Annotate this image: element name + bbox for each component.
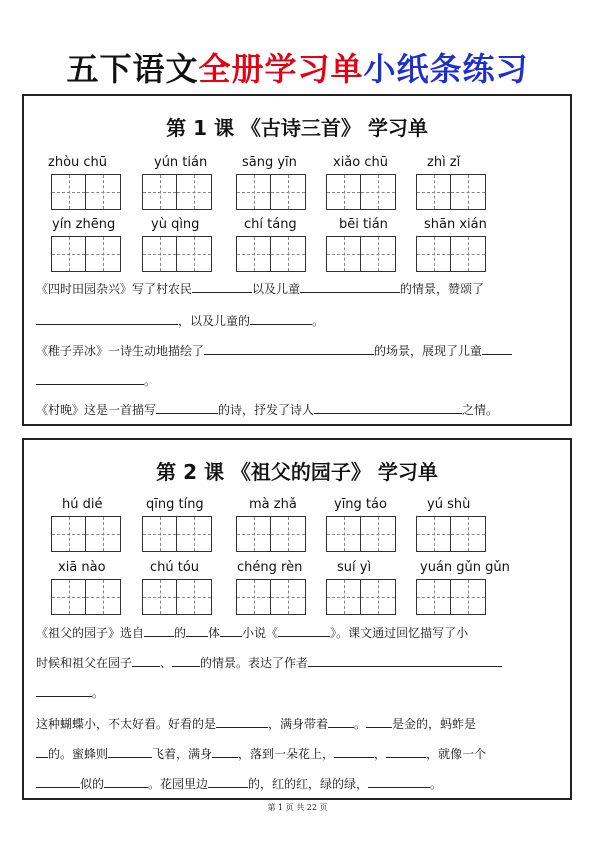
answer-blank[interactable] bbox=[216, 716, 268, 728]
question-text: ，落到一朵花上， bbox=[238, 747, 335, 761]
question-text: 时候和祖父在园子 bbox=[36, 656, 133, 670]
answer-blank[interactable] bbox=[172, 655, 200, 667]
answer-blank[interactable] bbox=[192, 281, 252, 293]
writing-grid[interactable] bbox=[236, 174, 306, 210]
answer-blank[interactable] bbox=[300, 281, 400, 293]
question-text: 的，红的红，绿的绿， bbox=[248, 777, 369, 791]
lesson-2-heading: 第 2 课 《祖父的园子》 学习单 bbox=[156, 460, 438, 484]
answer-blank[interactable] bbox=[156, 402, 218, 414]
pinyin-label: yuán gǔn gǔn bbox=[420, 560, 510, 575]
question-text: 小说《 bbox=[242, 626, 279, 640]
writing-grid[interactable] bbox=[142, 579, 212, 615]
pinyin-label: yīng táo bbox=[334, 497, 387, 512]
writing-grid[interactable] bbox=[236, 516, 306, 552]
writing-grid[interactable] bbox=[142, 516, 212, 552]
answer-blank[interactable] bbox=[132, 655, 160, 667]
answer-blank[interactable] bbox=[108, 746, 152, 758]
writing-grid[interactable] bbox=[326, 516, 396, 552]
answer-blank[interactable] bbox=[104, 776, 148, 788]
answer-blank[interactable] bbox=[186, 625, 208, 637]
question-text: 。 bbox=[430, 777, 443, 791]
lesson-1-heading: 第 1 课 《古诗三首》 学习单 bbox=[166, 116, 428, 140]
question-text: 以及儿童 bbox=[252, 282, 301, 296]
page-title bbox=[0, 50, 595, 88]
question-text: 、 bbox=[160, 656, 173, 670]
question-line bbox=[36, 373, 156, 389]
pinyin-label: suí yì bbox=[337, 560, 372, 575]
answer-blank[interactable] bbox=[220, 625, 242, 637]
question-text: 的情景。表达了作者 bbox=[200, 656, 309, 670]
answer-blank[interactable] bbox=[208, 776, 248, 788]
question-text: 的场景，展现了儿童 bbox=[374, 344, 483, 358]
question-text: ，以及儿童的 bbox=[178, 314, 251, 328]
question-text: 的。蜜蜂则 bbox=[48, 747, 109, 761]
answer-blank[interactable] bbox=[308, 655, 502, 667]
question-text: 。 bbox=[92, 686, 105, 700]
answer-blank[interactable] bbox=[482, 343, 512, 355]
question-line bbox=[36, 625, 468, 641]
pinyin-label: chú tóu bbox=[150, 560, 200, 575]
question-text: 是金的，蚂蚱是 bbox=[392, 717, 477, 731]
writing-grid[interactable] bbox=[236, 236, 306, 272]
writing-grid[interactable] bbox=[416, 516, 486, 552]
pinyin-label: yún tián bbox=[154, 155, 208, 170]
question-text: 《稚子弄冰》一诗生动地描绘了 bbox=[36, 344, 205, 358]
page-number: 第 1 页 共 22 页 bbox=[267, 803, 328, 812]
question-text: 。 bbox=[144, 374, 157, 388]
question-text: 《四时田园杂兴》写了村农民 bbox=[36, 282, 193, 296]
question-line bbox=[36, 776, 442, 792]
answer-blank[interactable] bbox=[36, 746, 48, 758]
answer-blank[interactable] bbox=[36, 373, 144, 385]
question-text: 体 bbox=[208, 626, 221, 640]
pinyin-label: qīng tíng bbox=[146, 497, 204, 512]
pinyin-label: bēi tián bbox=[339, 217, 388, 232]
pinyin-label: xiā nào bbox=[58, 560, 106, 575]
question-line bbox=[36, 685, 104, 701]
question-line bbox=[36, 281, 484, 297]
writing-grid[interactable] bbox=[236, 579, 306, 615]
question-text: 。花园里边 bbox=[148, 777, 209, 791]
title-part-1: 五下语文 bbox=[66, 50, 199, 88]
answer-blank[interactable] bbox=[144, 625, 174, 637]
lesson-2-card bbox=[22, 438, 572, 800]
pinyin-label: shān xián bbox=[424, 217, 487, 232]
writing-grid[interactable] bbox=[326, 236, 396, 272]
question-text: 的诗，抒发了诗人 bbox=[218, 403, 315, 417]
question-text: 《祖父的园子》选自 bbox=[36, 626, 145, 640]
question-line bbox=[36, 716, 476, 732]
question-text: 之情。 bbox=[462, 403, 499, 417]
writing-grid[interactable] bbox=[416, 579, 486, 615]
pinyin-label: yú shù bbox=[427, 497, 471, 512]
pinyin-label: hú dié bbox=[62, 497, 103, 512]
writing-grid[interactable] bbox=[51, 579, 121, 615]
pinyin-label: zhì zǐ bbox=[427, 155, 461, 170]
title-part-2: 全册学习单 bbox=[198, 50, 364, 88]
answer-blank[interactable] bbox=[328, 716, 354, 728]
question-text: 的 bbox=[174, 626, 187, 640]
question-text: 飞着，满身 bbox=[152, 747, 213, 761]
question-text: ，满身带着 bbox=[268, 717, 329, 731]
writing-grid[interactable] bbox=[326, 579, 396, 615]
pinyin-label: mà zhǎ bbox=[249, 497, 297, 512]
answer-blank[interactable] bbox=[36, 313, 178, 325]
answer-blank[interactable] bbox=[368, 776, 430, 788]
answer-blank[interactable] bbox=[386, 746, 426, 758]
writing-grid[interactable] bbox=[142, 236, 212, 272]
question-text: 这种蝴蝶小，不太好看。好看的是 bbox=[36, 717, 217, 731]
answer-blank[interactable] bbox=[204, 343, 374, 355]
answer-blank[interactable] bbox=[278, 625, 330, 637]
question-line bbox=[36, 655, 502, 671]
writing-grid[interactable] bbox=[326, 174, 396, 210]
writing-grid[interactable] bbox=[51, 174, 121, 210]
answer-blank[interactable] bbox=[36, 776, 80, 788]
question-text: 。 bbox=[354, 717, 367, 731]
answer-blank[interactable] bbox=[314, 402, 462, 414]
lesson-1-card bbox=[22, 94, 572, 426]
writing-grid[interactable] bbox=[416, 236, 486, 272]
question-line bbox=[36, 402, 498, 418]
answer-blank[interactable] bbox=[212, 746, 238, 758]
question-text: ，就像一个 bbox=[426, 747, 487, 761]
question-line bbox=[36, 746, 486, 762]
pinyin-label: yín zhēng bbox=[52, 217, 116, 232]
answer-blank[interactable] bbox=[366, 716, 392, 728]
question-line bbox=[36, 343, 512, 359]
title-part-3: 小纸条练习 bbox=[363, 50, 529, 88]
pinyin-label: chéng rèn bbox=[237, 560, 303, 575]
writing-grid[interactable] bbox=[416, 174, 486, 210]
pinyin-label: zhòu chū bbox=[48, 155, 108, 170]
answer-blank[interactable] bbox=[36, 685, 92, 697]
answer-blank[interactable] bbox=[250, 313, 312, 325]
question-text: 《村晚》这是一首描写 bbox=[36, 403, 157, 417]
question-text: ， bbox=[374, 747, 387, 761]
writing-grid[interactable] bbox=[51, 516, 121, 552]
pinyin-label: sāng yīn bbox=[242, 155, 297, 170]
question-text: 》。课文通过回忆描写了小 bbox=[330, 626, 469, 640]
pinyin-label: xiǎo chū bbox=[333, 155, 388, 170]
pinyin-label: chí táng bbox=[244, 217, 297, 232]
answer-blank[interactable] bbox=[334, 746, 374, 758]
writing-grid[interactable] bbox=[142, 174, 212, 210]
question-text: 。 bbox=[312, 314, 325, 328]
pinyin-label: yù qìng bbox=[151, 217, 200, 232]
question-line bbox=[36, 313, 324, 329]
question-text: 的情景，赞颂了 bbox=[400, 282, 485, 296]
writing-grid[interactable] bbox=[51, 236, 121, 272]
question-text: 似的 bbox=[80, 777, 105, 791]
